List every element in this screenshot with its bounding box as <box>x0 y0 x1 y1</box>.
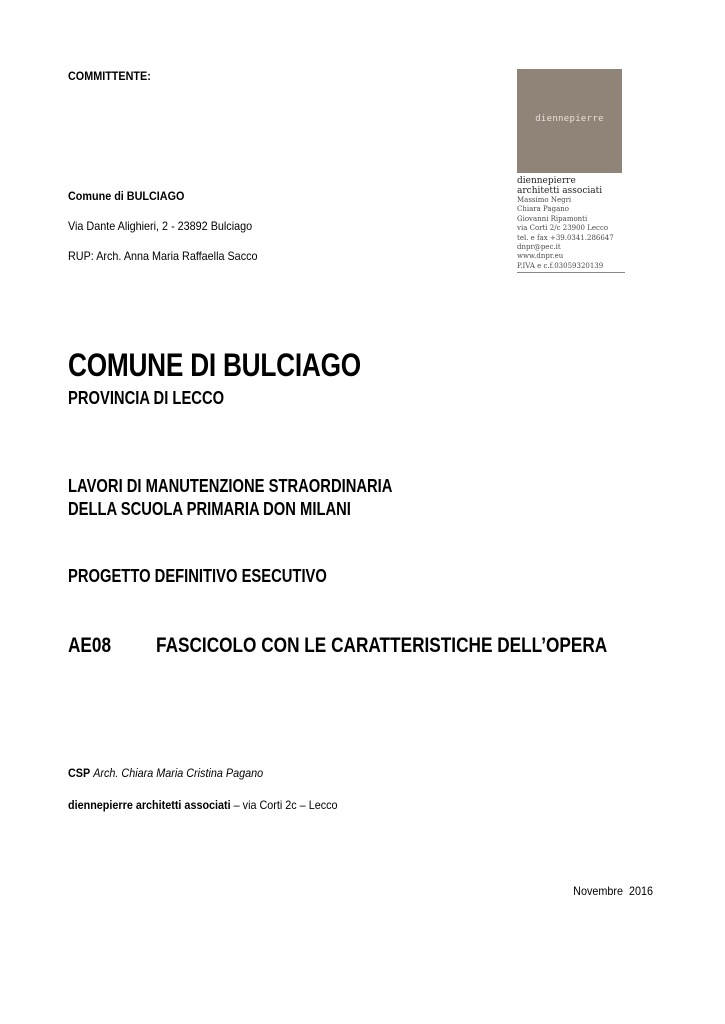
document-title: FASCICOLO CON LE CARATTERISTICHE DELL’OPERA <box>156 634 608 657</box>
studio-info-block <box>517 176 625 273</box>
studio-name-line-2: architetti associati <box>517 186 603 196</box>
client-address: Via Dante Alighieri, 2 - 23892 Bulciago <box>68 219 253 233</box>
studio-name-line-1: diennepierre <box>517 176 576 186</box>
works-description-line-1: LAVORI DI MANUTENZIONE STRAORDINARIA <box>68 476 393 496</box>
main-title: COMUNE DI BULCIAGO <box>68 347 361 383</box>
document-code: AE08 <box>68 634 112 657</box>
committente-label: COMMITTENTE: <box>68 69 151 83</box>
document-date: Novembre 2016 <box>573 884 653 898</box>
studio-logo-text: diennepierre <box>535 114 604 124</box>
client-rup: RUP: Arch. Anna Maria Raffaella Sacco <box>68 249 258 263</box>
studio-detail-line: tel. e fax +39.0341.286647 <box>517 233 614 242</box>
csp-label: CSP <box>68 766 91 780</box>
studio-logo <box>517 69 622 173</box>
studio-address: – via Corti 2c – Lecco <box>230 798 338 812</box>
studio-name: diennepierre architetti associati <box>68 798 231 812</box>
studio-line <box>68 798 338 812</box>
studio-detail-line: Chiara Pagano <box>517 205 569 214</box>
client-name: Comune di BULCIAGO <box>68 189 185 203</box>
studio-detail-line: www.dnpr.eu <box>517 252 564 261</box>
works-description-line-2: DELLA SCUOLA PRIMARIA DON MILANI <box>68 499 351 519</box>
studio-detail-line: Massimo Negri <box>517 196 572 204</box>
csp-line <box>68 766 263 780</box>
csp-name: Arch. Chiara Maria Cristina Pagano <box>93 766 264 780</box>
studio-detail-line: dnpr@pec.it <box>517 243 561 252</box>
studio-detail-line: Giovanni Ripamonti <box>517 214 588 223</box>
studio-detail-line: via Corti 2/c 23900 Lecco <box>517 224 609 233</box>
province-subtitle: PROVINCIA DI LECCO <box>68 388 225 408</box>
project-phase: PROGETTO DEFINITIVO ESECUTIVO <box>68 566 327 586</box>
studio-detail-line: P.IVA e c.f.03059320139 <box>517 261 604 270</box>
studio-divider <box>517 272 625 273</box>
